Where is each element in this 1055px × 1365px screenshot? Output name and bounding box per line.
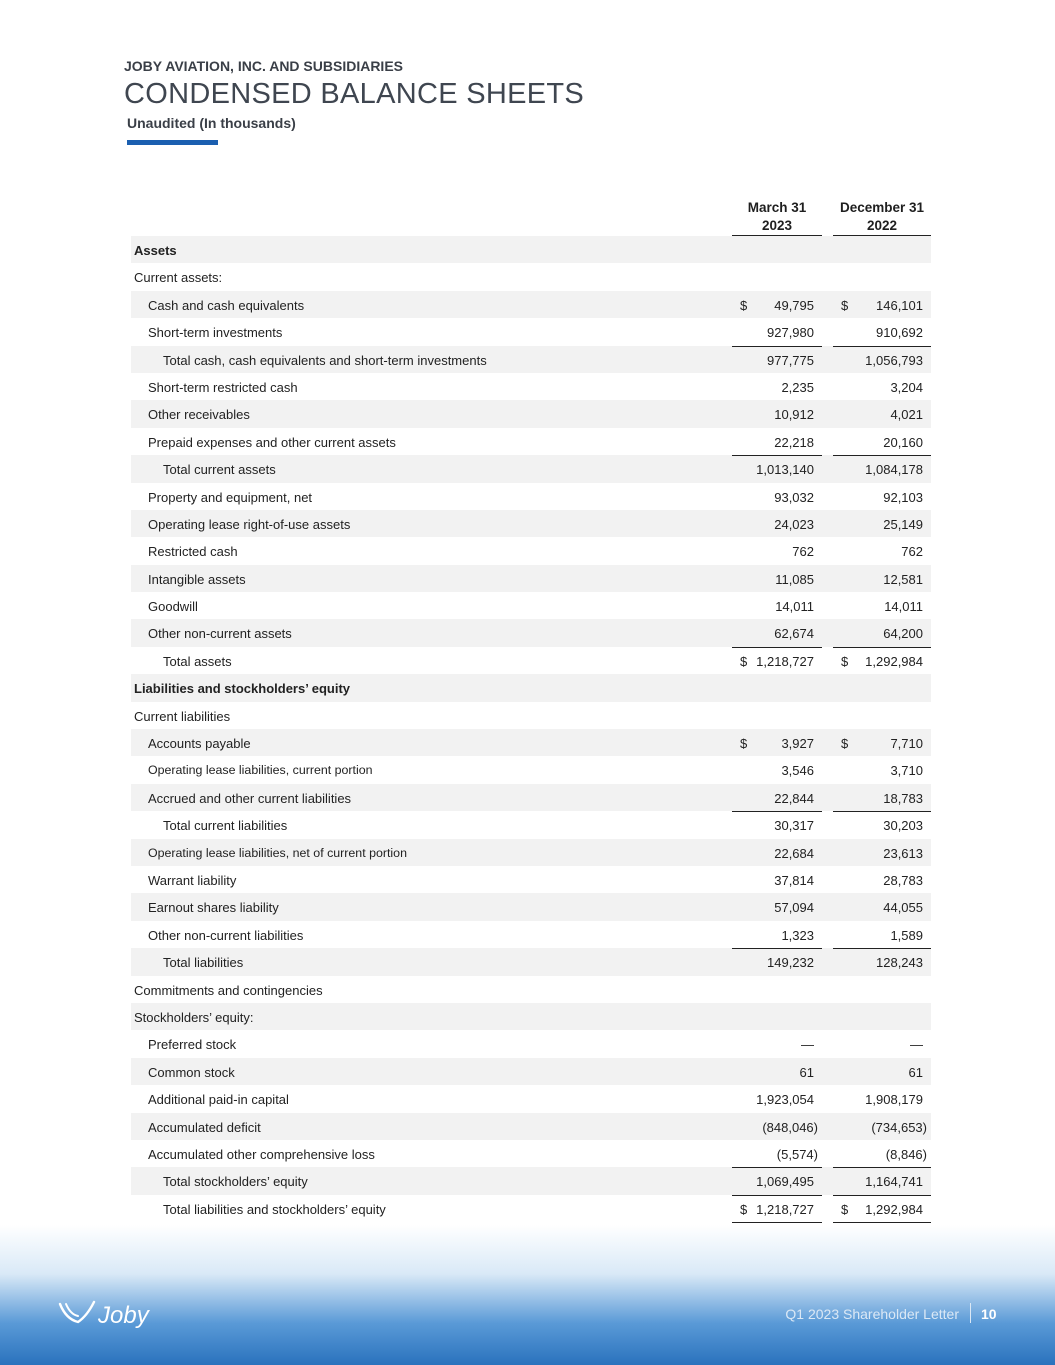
- cell-value: 3,546: [781, 763, 814, 779]
- value-march-2023: [732, 1010, 822, 1030]
- value-december-2022: [833, 1147, 931, 1167]
- cell-value: —: [801, 1037, 814, 1053]
- value-march-2023: [732, 490, 822, 510]
- subtotal-rule: [732, 346, 822, 347]
- table-row: [131, 784, 931, 811]
- cell-value: (848,046): [762, 1119, 818, 1135]
- value-march-2023: [732, 928, 822, 948]
- value-december-2022: [833, 736, 931, 756]
- value-december-2022: [833, 846, 931, 866]
- subtotal-rule: [833, 647, 931, 648]
- cell-value: 1,056,793: [865, 352, 923, 368]
- currency-symbol: $: [841, 653, 849, 669]
- value-march-2023: [732, 1174, 822, 1194]
- row-label: Total current assets: [163, 462, 276, 478]
- row-label: Total current liabilities: [163, 818, 288, 834]
- row-label: Other receivables: [148, 407, 250, 423]
- row-label: Total stockholders’ equity: [163, 1174, 308, 1190]
- cell-value: 64,200: [883, 626, 923, 642]
- value-march-2023: [732, 380, 822, 400]
- cell-value: 49,795: [774, 297, 814, 313]
- column-header-march-2023: [732, 199, 822, 235]
- table-row: [131, 976, 931, 1003]
- subtotal-rule: [732, 455, 822, 456]
- table-row: [131, 866, 931, 893]
- row-label: Operating lease right-of-use assets: [148, 516, 351, 532]
- row-label: Goodwill: [148, 599, 198, 615]
- value-march-2023: [732, 626, 822, 646]
- value-march-2023: [732, 1092, 822, 1112]
- value-march-2023: [732, 709, 822, 729]
- table-row: [131, 318, 931, 345]
- value-december-2022: [833, 325, 931, 345]
- cell-value: 44,055: [883, 900, 923, 916]
- table-row: [131, 400, 931, 427]
- row-label: Total liabilities and stockholders’ equity: [163, 1201, 386, 1217]
- currency-symbol: $: [740, 736, 748, 752]
- cell-value: 1,292,984: [865, 1201, 923, 1217]
- value-december-2022: [833, 270, 931, 290]
- value-march-2023: [732, 873, 822, 893]
- cell-value: 30,317: [774, 818, 814, 834]
- table-row: [131, 729, 931, 756]
- row-label: Earnout shares liability: [148, 900, 279, 916]
- value-december-2022: [833, 572, 931, 592]
- value-december-2022: [833, 298, 931, 318]
- value-march-2023: [732, 681, 822, 701]
- table-row: [131, 1030, 931, 1057]
- cell-value: 24,023: [774, 516, 814, 532]
- cell-value: (8,846): [885, 1146, 927, 1162]
- currency-symbol: $: [740, 1201, 748, 1217]
- currency-symbol: $: [740, 297, 748, 313]
- cell-value: 23,613: [883, 845, 923, 861]
- cell-value: 1,589: [890, 927, 923, 943]
- row-label: Accrued and other current liabilities: [148, 790, 352, 806]
- value-december-2022: [833, 517, 931, 537]
- cell-value: 1,218,727: [756, 653, 814, 669]
- row-label: Preferred stock: [148, 1037, 237, 1053]
- cell-value: 57,094: [774, 900, 814, 916]
- balance-sheet-table: [131, 236, 931, 1222]
- cell-value: 1,084,178: [865, 462, 923, 478]
- cell-value: 61: [799, 1064, 814, 1080]
- value-december-2022: [833, 1010, 931, 1030]
- cell-value: 92,103: [883, 489, 923, 505]
- value-december-2022: [833, 626, 931, 646]
- row-label: Liabilities and stockholders’ equity: [134, 681, 350, 697]
- value-december-2022: [833, 1120, 931, 1140]
- table-row: [131, 756, 931, 783]
- cell-value: 977,775: [767, 352, 814, 368]
- cell-value: 37,814: [774, 872, 814, 888]
- value-december-2022: [833, 928, 931, 948]
- table-row: [131, 1140, 931, 1167]
- row-label: Other non-current liabilities: [148, 927, 304, 943]
- row-label: Cash and cash equivalents: [148, 297, 305, 313]
- value-december-2022: [833, 544, 931, 564]
- cell-value: 22,218: [774, 434, 814, 450]
- row-label: Property and equipment, net: [148, 489, 313, 505]
- cell-value: 11,085: [775, 571, 814, 587]
- row-label: Commitments and contingencies: [134, 982, 323, 998]
- table-row: [131, 565, 931, 592]
- row-label: Warrant liability: [148, 872, 237, 888]
- table-row: [131, 537, 931, 564]
- cell-value: 1,013,140: [756, 462, 814, 478]
- value-december-2022: [833, 818, 931, 838]
- value-december-2022: [833, 1092, 931, 1112]
- value-december-2022: [833, 983, 931, 1003]
- value-march-2023: [732, 572, 822, 592]
- value-december-2022: [833, 873, 931, 893]
- table-row: [131, 1085, 931, 1112]
- cell-value: 1,908,179: [865, 1092, 923, 1108]
- cell-value: 1,323: [781, 927, 814, 943]
- value-march-2023: [732, 325, 822, 345]
- row-label: Prepaid expenses and other current assets: [148, 434, 396, 450]
- currency-symbol: $: [841, 736, 849, 752]
- cell-value: 3,710: [890, 763, 923, 779]
- value-december-2022: [833, 900, 931, 920]
- cell-value: 910,692: [876, 325, 923, 341]
- table-row: [131, 1195, 931, 1222]
- cell-value: 3,927: [781, 736, 814, 752]
- cell-value: 7,710: [890, 736, 923, 752]
- cell-value: —: [910, 1037, 923, 1053]
- cell-value: 62,674: [774, 626, 814, 642]
- table-row: [131, 291, 931, 318]
- footer-separator: [970, 1303, 971, 1323]
- row-label: Total cash, cash equivalents and short-term investments: [163, 352, 487, 368]
- value-march-2023: [732, 983, 822, 1003]
- subtotal-rule: [833, 346, 931, 347]
- cell-value: 3,204: [890, 379, 923, 395]
- table-row: [131, 811, 931, 838]
- row-label: Accounts payable: [148, 736, 251, 752]
- table-row: [131, 839, 931, 866]
- cell-value: 61: [908, 1064, 923, 1080]
- cell-value: 14,011: [775, 599, 814, 615]
- subtotal-rule: [833, 1167, 931, 1168]
- table-row: [131, 702, 931, 729]
- cell-value: 1,069,495: [756, 1174, 814, 1190]
- value-march-2023: [732, 818, 822, 838]
- value-march-2023: [732, 1120, 822, 1140]
- subtotal-rule: [732, 948, 822, 949]
- cell-value: (734,653): [871, 1119, 927, 1135]
- row-label: Intangible assets: [148, 571, 246, 587]
- value-december-2022: [833, 380, 931, 400]
- table-row: [131, 428, 931, 455]
- table-row: [131, 455, 931, 482]
- column-header-line: 2023: [761, 218, 793, 233]
- value-december-2022: [833, 955, 931, 975]
- value-march-2023: [732, 736, 822, 756]
- cell-value: 1,164,741: [865, 1174, 923, 1190]
- column-header-december-2022: [833, 199, 931, 235]
- cell-value: 25,149: [883, 516, 923, 532]
- value-december-2022: [833, 763, 931, 783]
- row-label: Total liabilities: [163, 955, 244, 971]
- value-march-2023: [732, 900, 822, 920]
- value-december-2022: [833, 654, 931, 674]
- title-accent-bar: [127, 140, 218, 145]
- row-label: Common stock: [148, 1064, 235, 1080]
- table-row: [131, 1003, 931, 1030]
- table-row: [131, 1058, 931, 1085]
- value-march-2023: [732, 654, 822, 674]
- value-march-2023: [732, 517, 822, 537]
- row-label: Operating lease liabilities, net of current portion: [148, 845, 407, 860]
- currency-symbol: $: [841, 297, 849, 313]
- value-december-2022: [833, 791, 931, 811]
- value-december-2022: [833, 709, 931, 729]
- value-december-2022: [833, 462, 931, 482]
- value-december-2022: [833, 1037, 931, 1057]
- cell-value: 22,684: [774, 845, 814, 861]
- table-row: [131, 921, 931, 948]
- table-row: [131, 373, 931, 400]
- value-december-2022: [833, 407, 931, 427]
- value-march-2023: [732, 791, 822, 811]
- value-december-2022: [833, 243, 931, 263]
- cell-value: 14,011: [884, 599, 923, 615]
- value-march-2023: [732, 407, 822, 427]
- value-december-2022: [833, 1065, 931, 1085]
- page-number: 10: [981, 1306, 997, 1322]
- table-row: [131, 619, 931, 646]
- cell-value: 2,235: [781, 379, 814, 395]
- table-row: [131, 592, 931, 619]
- value-march-2023: [732, 599, 822, 619]
- cell-value: 22,844: [774, 790, 814, 806]
- row-label: Operating lease liabilities, current portion: [148, 763, 373, 778]
- table-row: [131, 263, 931, 290]
- table-row: [131, 893, 931, 920]
- value-december-2022: [833, 435, 931, 455]
- subtotal-rule: [833, 948, 931, 949]
- value-march-2023: [732, 1065, 822, 1085]
- table-row: [131, 1167, 931, 1194]
- page-title: CONDENSED BALANCE SHEETS: [124, 78, 585, 110]
- row-label: Total assets: [163, 653, 232, 669]
- cell-value: 762: [792, 544, 814, 560]
- currency-symbol: $: [841, 1201, 849, 1217]
- cell-value: (5,574): [776, 1146, 818, 1162]
- value-march-2023: [732, 298, 822, 318]
- table-row: [131, 236, 931, 263]
- row-label: Other non-current assets: [148, 626, 292, 642]
- footer-band: [0, 1225, 1055, 1365]
- cell-value: 128,243: [876, 955, 923, 971]
- column-header-line: December 31: [839, 200, 925, 215]
- page-subtitle: Unaudited (In thousands): [127, 115, 296, 131]
- logo-wordmark: Joby: [98, 1302, 149, 1329]
- joby-logo: [58, 1298, 178, 1330]
- value-march-2023: [732, 243, 822, 263]
- cell-value: 12,581: [883, 571, 923, 587]
- table-row: [131, 346, 931, 373]
- value-march-2023: [732, 955, 822, 975]
- row-label: Assets: [134, 243, 177, 258]
- row-label: Accumulated other comprehensive loss: [148, 1146, 375, 1162]
- cell-value: 93,032: [774, 489, 814, 505]
- value-march-2023: [732, 1202, 822, 1222]
- subtotal-rule: [833, 811, 931, 812]
- row-label: Restricted cash: [148, 544, 238, 560]
- value-december-2022: [833, 353, 931, 373]
- row-label: Current assets:: [134, 270, 223, 286]
- cell-value: 762: [901, 544, 923, 560]
- row-label: Short-term restricted cash: [148, 379, 298, 395]
- cell-value: 20,160: [883, 434, 923, 450]
- cell-value: 1,218,727: [756, 1201, 814, 1217]
- value-december-2022: [833, 681, 931, 701]
- table-row: [131, 483, 931, 510]
- value-march-2023: [732, 846, 822, 866]
- value-march-2023: [732, 435, 822, 455]
- value-march-2023: [732, 1147, 822, 1167]
- row-label: Stockholders’ equity:: [134, 1009, 254, 1025]
- cell-value: 30,203: [883, 818, 923, 834]
- table-row: [131, 510, 931, 537]
- row-label: Accumulated deficit: [148, 1119, 261, 1135]
- row-label: Additional paid-in capital: [148, 1092, 289, 1108]
- table-row: [131, 674, 931, 701]
- table-row: [131, 948, 931, 975]
- cell-value: 4,021: [890, 407, 923, 423]
- value-december-2022: [833, 490, 931, 510]
- value-march-2023: [732, 763, 822, 783]
- cell-value: 149,232: [767, 955, 814, 971]
- subtotal-rule: [833, 1195, 931, 1196]
- company-name: JOBY AVIATION, INC. AND SUBSIDIARIES: [124, 58, 403, 74]
- footer-document-title: Q1 2023 Shareholder Letter: [785, 1306, 959, 1322]
- value-december-2022: [833, 1202, 931, 1222]
- subtotal-rule: [732, 811, 822, 812]
- cell-value: 1,292,984: [865, 653, 923, 669]
- value-march-2023: [732, 462, 822, 482]
- cell-value: 18,783: [883, 790, 923, 806]
- row-label: Current liabilities: [134, 708, 231, 724]
- subtotal-rule: [732, 647, 822, 648]
- cell-value: 1,923,054: [756, 1092, 814, 1108]
- value-march-2023: [732, 270, 822, 290]
- subtotal-rule: [732, 1167, 822, 1168]
- value-march-2023: [732, 544, 822, 564]
- row-label: Short-term investments: [148, 325, 283, 341]
- table-row: [131, 647, 931, 674]
- currency-symbol: $: [740, 653, 748, 669]
- cell-value: 146,101: [876, 297, 923, 313]
- column-header-line: 2022: [866, 218, 898, 233]
- value-march-2023: [732, 353, 822, 373]
- cell-value: 927,980: [767, 325, 814, 341]
- value-december-2022: [833, 1174, 931, 1194]
- subtotal-rule: [732, 1195, 822, 1196]
- column-header-line: March 31: [747, 200, 807, 215]
- cell-value: 10,912: [774, 407, 814, 423]
- cell-value: 28,783: [883, 872, 923, 888]
- table-row: [131, 1113, 931, 1140]
- value-march-2023: [732, 1037, 822, 1057]
- subtotal-rule: [833, 455, 931, 456]
- value-december-2022: [833, 599, 931, 619]
